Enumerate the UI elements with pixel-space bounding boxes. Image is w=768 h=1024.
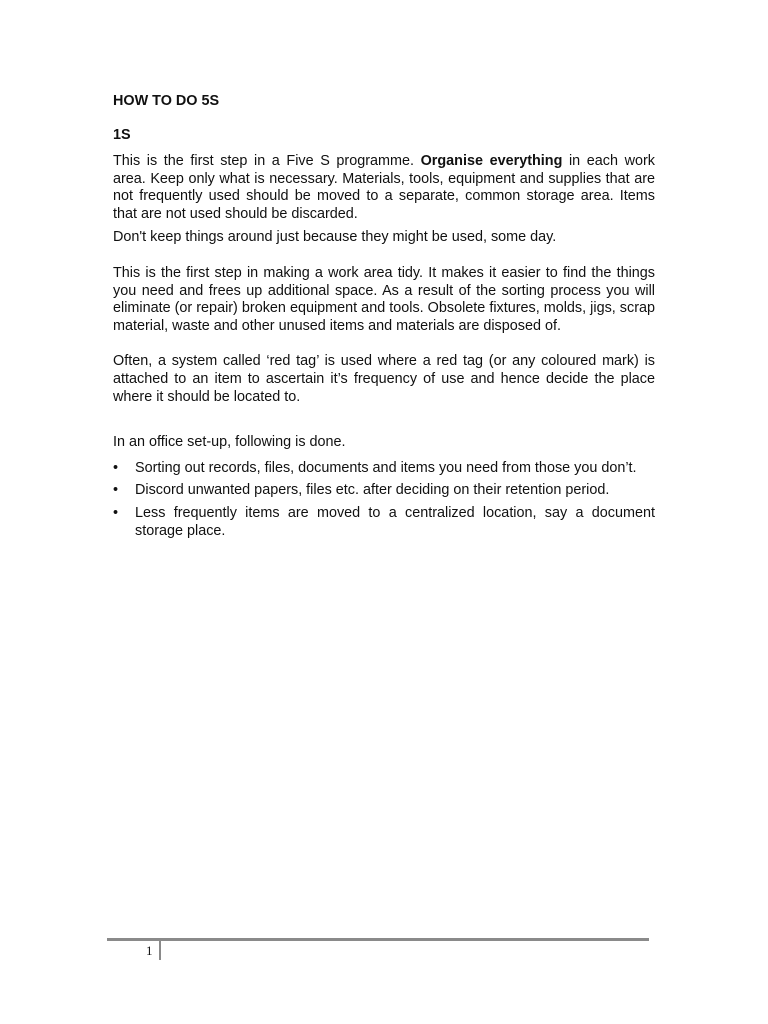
document-body bbox=[113, 93, 655, 545]
bullet-icon: • bbox=[113, 482, 119, 499]
bullet-icon: • bbox=[113, 504, 119, 521]
list-item bbox=[113, 482, 655, 500]
paragraph-tidy: This is the first step in making a work area tidy. It makes it easier to find the things you need and frees up additional space. As a result of the sorting process you will eliminate (or repair) broken equipment and tools. Obsolete fixtures, molds, jigs, scrap material, waste and other unused items and materials are disposed of. bbox=[113, 264, 655, 334]
bullet-icon: • bbox=[113, 459, 119, 476]
section-heading: 1S bbox=[113, 127, 131, 143]
list-item-text: Sorting out records, files, documents and items you need from those you don’t. bbox=[135, 459, 637, 476]
page-number-divider bbox=[159, 941, 161, 960]
paragraph-intro bbox=[113, 153, 655, 223]
list-item bbox=[113, 460, 655, 478]
paragraph-red-tag: Often, a system called ‘red tag’ is used where a red tag (or any coloured mark) is attached to an item to ascertain it’s frequency of use and hence decide the place where it should be located to. bbox=[113, 353, 655, 405]
list-item-text: Less frequently items are moved to a centralized location, say a document storage place. bbox=[135, 504, 655, 539]
paragraph-office-setup: In an office set-up, following is done. bbox=[113, 434, 346, 451]
paragraph-intro-text-start: This is the first step in a Five S programme. bbox=[113, 153, 421, 169]
list-item bbox=[113, 505, 655, 540]
paragraph-intro-bold-text: Organise everything bbox=[420, 153, 563, 169]
list-item-text: Discord unwanted papers, files etc. after deciding on their retention period. bbox=[135, 482, 610, 499]
office-bullet-list bbox=[113, 460, 655, 540]
paragraph-intro-text-end: in each work area. Keep only what is necessary. Materials, tools, equipment and supplies that are not frequently used should be moved to a separate, common storage area. Items that are not used should be discarded. bbox=[113, 153, 655, 222]
footer-divider bbox=[107, 938, 649, 941]
paragraph-dont-keep: Don't keep things around just because they might be used, some day. bbox=[113, 229, 557, 246]
page-number: 1 bbox=[146, 943, 153, 958]
document-title: HOW TO DO 5S bbox=[113, 93, 220, 109]
